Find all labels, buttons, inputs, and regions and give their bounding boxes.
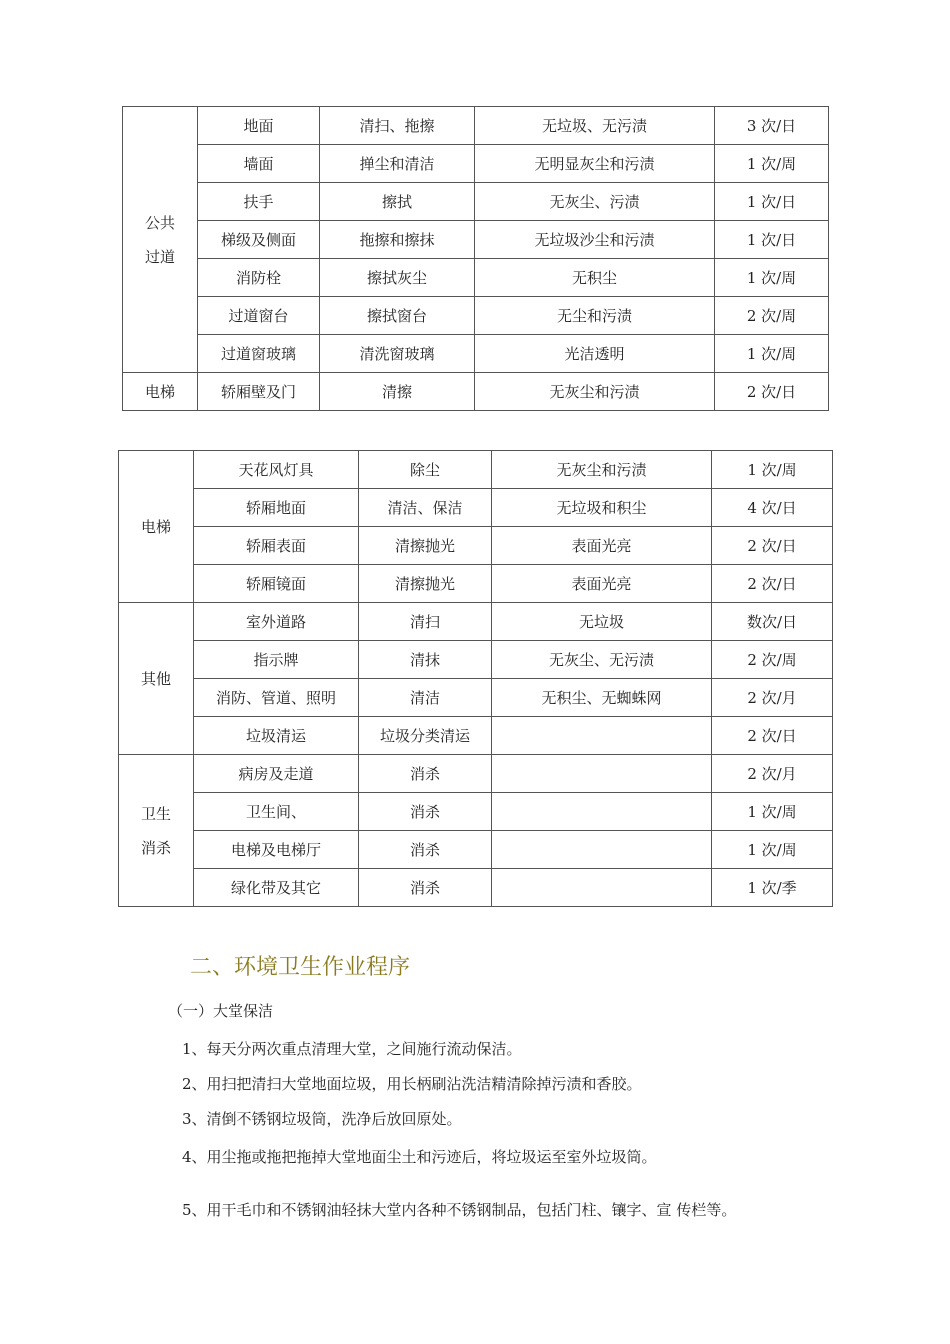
- area-cell: 墙面: [198, 145, 320, 183]
- table-row: [123, 259, 829, 297]
- procedure-step: 2、用扫把清扫大堂地面垃圾，用长柄刷沾洗洁精清除掉污渍和香胶。: [182, 1075, 642, 1093]
- area-cell: 过道窗玻璃: [198, 335, 320, 373]
- frequency-cell: 1 次/季: [712, 869, 833, 907]
- table-row: [123, 145, 829, 183]
- cleaning-schedule-table-1: [122, 106, 829, 411]
- area-cell: 指示牌: [194, 641, 359, 679]
- table-row: [119, 451, 833, 489]
- table-row: [123, 221, 829, 259]
- standard-cell: [492, 755, 712, 793]
- procedure-step: 1、每天分两次重点清理大堂，之间施行流动保洁。: [182, 1040, 522, 1058]
- table-row: [119, 641, 833, 679]
- group-label: [123, 107, 198, 373]
- standard-cell: 无灰尘和污渍: [492, 451, 712, 489]
- standard-cell: 无灰尘、无污渍: [492, 641, 712, 679]
- area-cell: 轿厢壁及门: [198, 373, 320, 411]
- frequency-cell: 2 次/日: [712, 717, 833, 755]
- frequency-cell: 2 次/月: [712, 679, 833, 717]
- group-label: [119, 603, 194, 755]
- frequency-cell: 1 次/周: [715, 335, 829, 373]
- method-cell: 掸尘和清洁: [320, 145, 475, 183]
- area-cell: 天花风灯具: [194, 451, 359, 489]
- subsection-title: （一）大堂保洁: [168, 1002, 274, 1020]
- standard-cell: [492, 831, 712, 869]
- area-cell: 电梯及电梯厅: [194, 831, 359, 869]
- frequency-cell: 1 次/周: [715, 145, 829, 183]
- section-title: 二、环境卫生作业程序: [190, 955, 411, 980]
- method-cell: 消杀: [359, 831, 492, 869]
- frequency-cell: 3 次/日: [715, 107, 829, 145]
- frequency-cell: 1 次/周: [715, 259, 829, 297]
- frequency-cell: 2 次/日: [715, 373, 829, 411]
- area-cell: 轿厢地面: [194, 489, 359, 527]
- area-cell: 梯级及侧面: [198, 221, 320, 259]
- method-cell: 拖擦和擦抹: [320, 221, 475, 259]
- standard-cell: 无尘和污渍: [475, 297, 715, 335]
- area-cell: 地面: [198, 107, 320, 145]
- frequency-cell: 4 次/日: [712, 489, 833, 527]
- area-cell: 消防、管道、照明: [194, 679, 359, 717]
- frequency-cell: 2 次/周: [712, 641, 833, 679]
- group-label-line: 过道: [144, 247, 175, 266]
- standard-cell: 无垃圾沙尘和污渍: [475, 221, 715, 259]
- table-row: [119, 565, 833, 603]
- method-cell: 擦拭灰尘: [320, 259, 475, 297]
- method-cell: 擦拭: [320, 183, 475, 221]
- table-row: [119, 793, 833, 831]
- method-cell: 清擦: [320, 373, 475, 411]
- group-label-line: 电梯: [144, 382, 175, 401]
- procedure-step: 3、清倒不锈钢垃圾筒，洗净后放回原处。: [182, 1110, 462, 1128]
- table-row: [123, 297, 829, 335]
- standard-cell: [492, 717, 712, 755]
- standard-cell: 无垃圾、无污渍: [475, 107, 715, 145]
- table-row: [119, 755, 833, 793]
- table-row: [119, 603, 833, 641]
- table-row: [123, 335, 829, 373]
- frequency-cell: 2 次/日: [712, 527, 833, 565]
- area-cell: 卫生间、: [194, 793, 359, 831]
- area-cell: 轿厢表面: [194, 527, 359, 565]
- table-row: [119, 831, 833, 869]
- method-cell: 消杀: [359, 793, 492, 831]
- area-cell: 消防栓: [198, 259, 320, 297]
- standard-cell: [492, 869, 712, 907]
- cleaning-schedule-table-2: [118, 450, 833, 907]
- frequency-cell: 1 次/周: [712, 831, 833, 869]
- procedure-step: 4、用尘拖或拖把拖掉大堂地面尘土和污迹后，将垃圾运至室外垃圾筒。: [182, 1148, 657, 1166]
- standard-cell: 无垃圾: [492, 603, 712, 641]
- standard-cell: 光洁透明: [475, 335, 715, 373]
- standard-cell: [492, 793, 712, 831]
- method-cell: 清扫: [359, 603, 492, 641]
- frequency-cell: 2 次/日: [712, 565, 833, 603]
- table-row: [119, 717, 833, 755]
- standard-cell: 无灰尘、污渍: [475, 183, 715, 221]
- frequency-cell: 1 次/周: [712, 793, 833, 831]
- table-row: [119, 679, 833, 717]
- method-cell: 除尘: [359, 451, 492, 489]
- area-cell: 室外道路: [194, 603, 359, 641]
- area-cell: 病房及走道: [194, 755, 359, 793]
- method-cell: 清擦抛光: [359, 527, 492, 565]
- frequency-cell: 1 次/日: [715, 221, 829, 259]
- group-label-line: 电梯: [140, 517, 171, 536]
- table-row: [123, 373, 829, 411]
- area-cell: 过道窗台: [198, 297, 320, 335]
- frequency-cell: 数次/日: [712, 603, 833, 641]
- area-cell: 轿厢镜面: [194, 565, 359, 603]
- standard-cell: 无积尘: [475, 259, 715, 297]
- table-row: [119, 489, 833, 527]
- standard-cell: 无积尘、无蜘蛛网: [492, 679, 712, 717]
- table-row: [119, 869, 833, 907]
- table-row: [123, 107, 829, 145]
- group-label-line: 卫生: [140, 804, 171, 823]
- frequency-cell: 2 次/周: [715, 297, 829, 335]
- area-cell: 垃圾清运: [194, 717, 359, 755]
- table-row: [123, 183, 829, 221]
- table-row: [119, 527, 833, 565]
- area-cell: 扶手: [198, 183, 320, 221]
- method-cell: 清洗窗玻璃: [320, 335, 475, 373]
- group-label: [119, 755, 194, 907]
- group-label: [119, 451, 194, 603]
- area-cell: 绿化带及其它: [194, 869, 359, 907]
- method-cell: 清擦抛光: [359, 565, 492, 603]
- method-cell: 清洁、保洁: [359, 489, 492, 527]
- group-label-line: 其他: [140, 669, 171, 688]
- method-cell: 消杀: [359, 869, 492, 907]
- method-cell: 消杀: [359, 755, 492, 793]
- group-label-line: 消杀: [140, 838, 171, 857]
- standard-cell: 表面光亮: [492, 527, 712, 565]
- standard-cell: 无明显灰尘和污渍: [475, 145, 715, 183]
- standard-cell: 表面光亮: [492, 565, 712, 603]
- method-cell: 清抹: [359, 641, 492, 679]
- method-cell: 清扫、拖擦: [320, 107, 475, 145]
- procedure-step: 5、用干毛巾和不锈钢油轻抹大堂内各种不锈钢制品，包括门柱、镶字、宣 传栏等。: [182, 1201, 737, 1219]
- standard-cell: 无垃圾和积尘: [492, 489, 712, 527]
- frequency-cell: 1 次/周: [712, 451, 833, 489]
- method-cell: 垃圾分类清运: [359, 717, 492, 755]
- method-cell: 清洁: [359, 679, 492, 717]
- group-label-line: 公共: [144, 213, 175, 232]
- frequency-cell: 1 次/日: [715, 183, 829, 221]
- frequency-cell: 2 次/月: [712, 755, 833, 793]
- standard-cell: 无灰尘和污渍: [475, 373, 715, 411]
- group-label: [123, 373, 198, 411]
- method-cell: 擦拭窗台: [320, 297, 475, 335]
